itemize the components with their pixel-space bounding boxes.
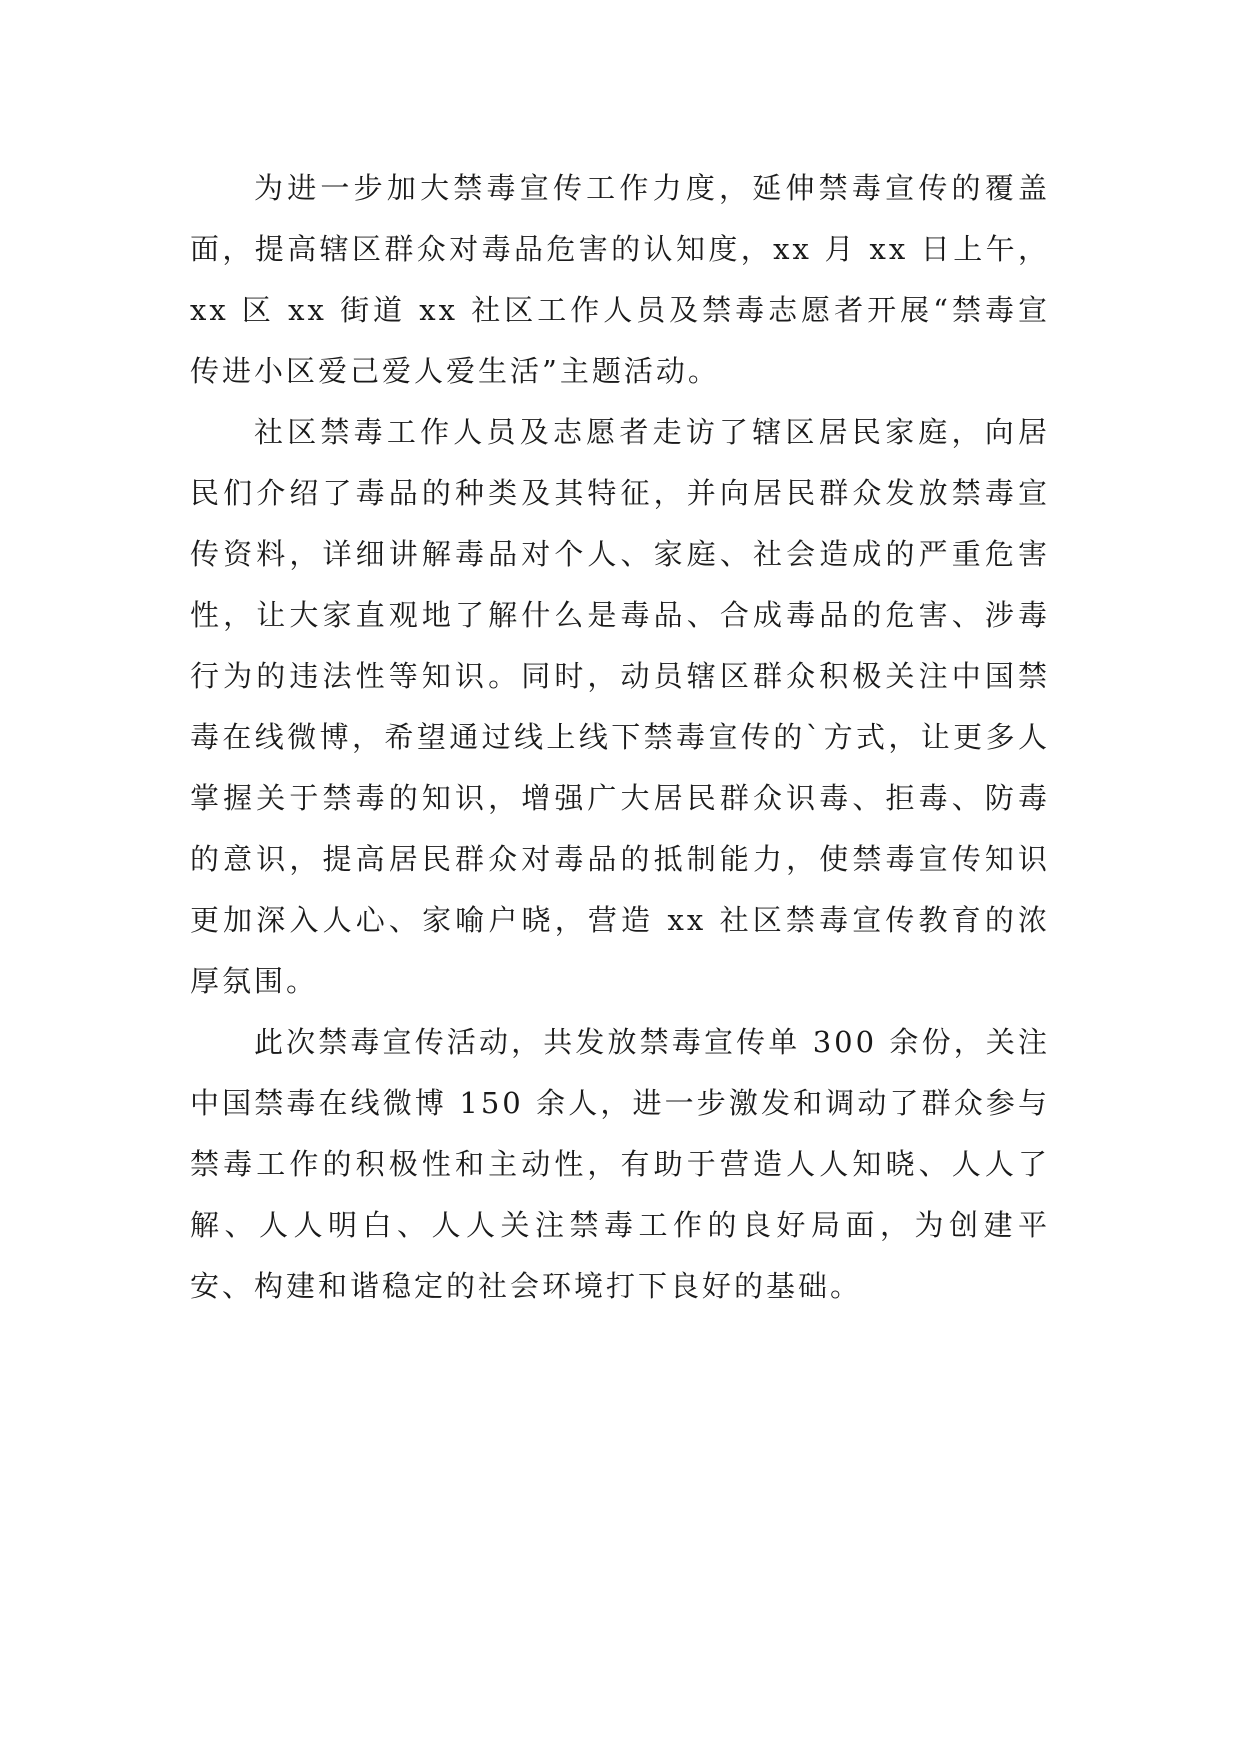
document-body	[190, 158, 1050, 1317]
paragraph-results: 此次禁毒宣传活动，共发放禁毒宣传单 300 余份，关注中国禁毒在线微博 150 余人，进一步激发和调动了群众参与禁毒工作的积极性和主动性，有助于营造人人知晓、人人了解、人人明白、人人关注禁毒工作的良好局面，为创建平安、构建和谐稳定的社会环境打下良好的基础。	[190, 1025, 1050, 1303]
paragraph-intro: 为进一步加大禁毒宣传工作力度，延伸禁毒宣传的覆盖面，提高辖区群众对毒品危害的认知度，xx 月 xx 日上午，xx 区 xx 街道 xx 社区工作人员及禁毒志愿者开展“禁毒宣传进小区爱己爱人爱生活”主题活动。	[190, 171, 1050, 388]
paragraph-activity: 社区禁毒工作人员及志愿者走访了辖区居民家庭，向居民们介绍了毒品的种类及其特征，并向居民群众发放禁毒宣传资料，详细讲解毒品对个人、家庭、社会造成的严重危害性，让大家直观地了解什么是毒品、合成毒品的危害、涉毒行为的违法性等知识。同时，动员辖区群众积极关注中国禁毒在线微博，希望通过线上线下禁毒宣传的`方式，让更多人掌握关于禁毒的知识，增强广大居民群众识毒、拒毒、防毒的意识，提高居民群众对毒品的抵制能力，使禁毒宣传知识更加深入人心、家喻户晓，营造 xx 社区禁毒宣传教育的浓厚氛围。	[190, 415, 1050, 998]
